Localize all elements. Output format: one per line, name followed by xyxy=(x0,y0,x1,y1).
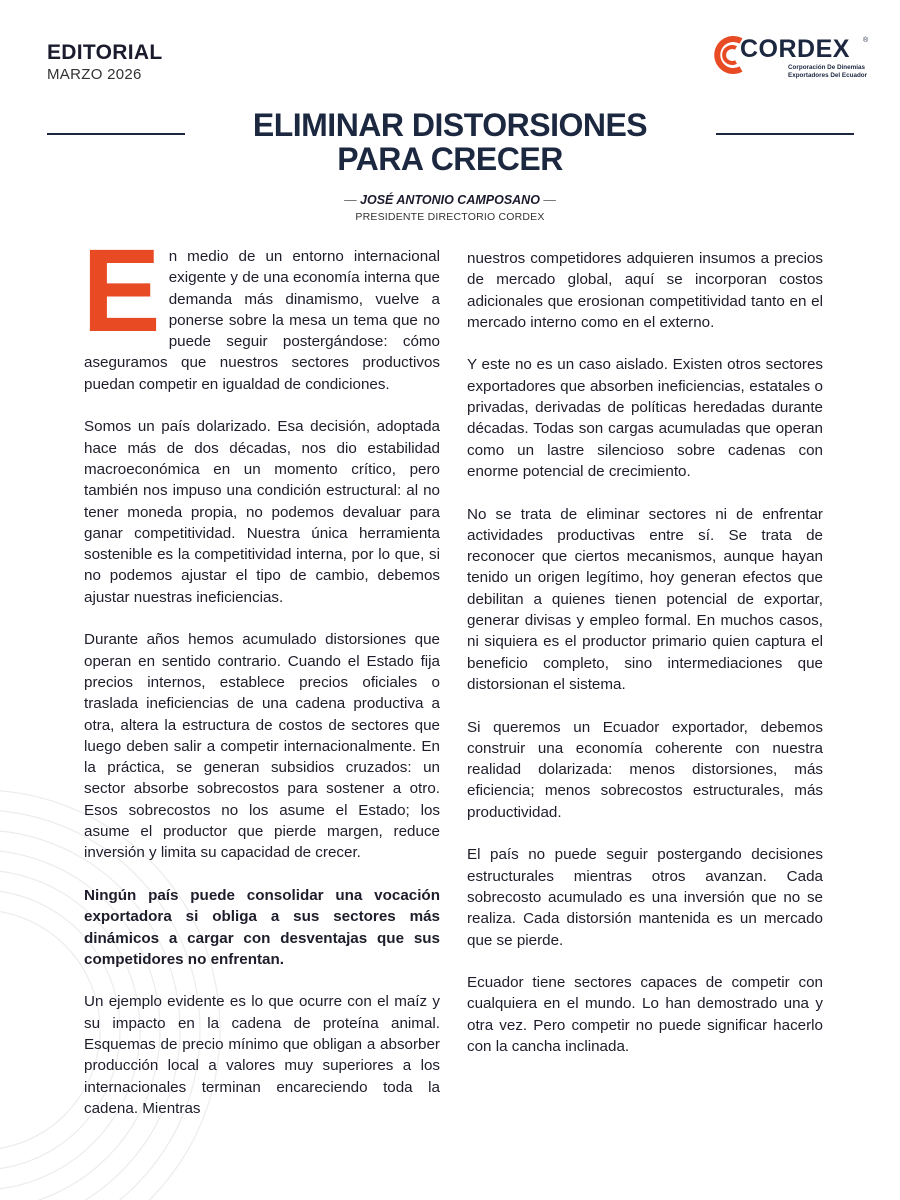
paragraph-1-text: n medio de un entorno internacional exigente y de una economía interna que demanda más dinamismo, vuelve a ponerse sobre la mesa un tema que no puede seguir postergándose: cómo aseguramos que nuestros sectores productivos puedan competir en igualdad de condiciones. xyxy=(84,248,440,393)
author-role: PRESIDENTE DIRECTORIO CORDEX xyxy=(355,211,545,223)
byline-dash-left: — xyxy=(344,193,357,207)
article-paragraph: El país no puede seguir postergando decisiones estructurales mientras otros avanzan. Cada sobrecosto acumulado es una inversión que no se realiza. Cada distorsión mantenida es un mercado que se pierde. xyxy=(467,846,823,949)
article-paragraph: Somos un país dolarizado. Esa decisión, adoptada hace más de dos décadas, nos dio estabilidad macroeconómica en un momento crítico, pero también nos impuso una condición estructural: al no tener moneda propia, no podemos devaluar para ganar competitividad. Nuestra única herramienta sostenible es la competitividad interna, por lo que, si no podemos ajustar el tipo de cambio, debemos ajustar nuestras ineficiencias. xyxy=(84,418,440,606)
title-rule-left xyxy=(47,133,185,135)
article-paragraph: nuestros competidores adquieren insumos a precios de mercado global, aquí se incorporan costos adicionales que erosionan competitividad tanto en el mercado interno como en el externo. xyxy=(467,250,823,331)
logo-name: CORDEX xyxy=(740,35,850,63)
article-paragraph: Durante años hemos acumulado distorsiones que operan en sentido contrario. Cuando el Estado fija precios internos, establece precios oficiales o traslada ineficiencias de una cadena productiva a otra, altera la estructura de costos de sectores que luego deben salir a competir internacionalmente. En la práctica, se generan subsidios cruzados: un sector absorbe sobrecostos para sostener a otro. Esos sobrecostos no los asume el Estado; los asume el productor que pierde margen, reduce inversión y limita su capacidad de crecer. xyxy=(84,631,440,862)
byline-dash-right: — xyxy=(543,193,556,207)
logo-subtitle xyxy=(788,64,878,79)
article-paragraph xyxy=(82,225,440,395)
byline xyxy=(0,193,900,223)
logo-registered-mark: ® xyxy=(863,37,869,44)
logo-subtitle-line1: Corporación De Dinemias xyxy=(788,64,865,71)
logo-subtitle-line2: Exportadores Del Ecuador xyxy=(788,71,868,79)
article-column-left xyxy=(82,225,440,1140)
highlighted-paragraph: Ningún país puede consolidar una vocación exportadora si obliga a sus sectores más dinámicos a cargar con desventajas que sus competidores no enfrentan. xyxy=(84,886,440,968)
title-line2: PARA CRECER xyxy=(337,141,563,177)
editorial-header xyxy=(47,42,162,82)
article-paragraph: Un ejemplo evidente es lo que ocurre con el maíz y su impacto en la cadena de proteína animal. Esquemas de precio mínimo que obligan a absorber producción local a valores muy superiores a los internacionales terminan encareciendo toda la cadena. Mientras xyxy=(84,993,440,1117)
article-paragraph: No se trata de eliminar sectores ni de enfrentar actividades productivas entre sí. Se trata de reconocer que ciertos mecanismos, aunque hayan tenido un origen legítimo, hoy generan efectos que debilitan a quienes tienen potencial de exportar, generar divisas y empleo formal. En muchos casos, ni siquiera es el productor primario quien captura el beneficio completo, sino intermediaciones que distorsionan el sistema. xyxy=(467,505,823,693)
article-column-right xyxy=(467,248,823,1079)
issue-date: MARZO 2026 xyxy=(47,66,142,83)
title-rule-right xyxy=(716,133,854,135)
author-name: JOSÉ ANTONIO CAMPOSANO xyxy=(360,193,540,207)
author-name-line xyxy=(0,193,900,207)
article-title xyxy=(200,108,700,176)
article-paragraph: Si queremos un Ecuador exportador, debemos construir una economía coherente con nuestra realidad dolarizada: menos distorsiones, más eficiencia; menos sobrecostos estructurales, más productividad. xyxy=(467,718,823,821)
cordex-logo xyxy=(710,34,870,84)
article-paragraph: Y este no es un caso aislado. Existen otros sectores exportadores que absorben ineficiencias, estatales o privadas, derivadas de políticas heredadas durante décadas. Todas son cargas acumuladas que operan como un lastre silencioso sobre cadenas con enorme potencial de crecimiento. xyxy=(467,356,823,480)
section-label: EDITORIAL xyxy=(47,41,163,64)
title-line1: ELIMINAR DISTORSIONES xyxy=(252,107,648,143)
article-paragraph: Ecuador tiene sectores capaces de competir con cualquiera en el mundo. Lo han demostrado una y otra vez. Pero competir no puede significar hacerlo con la cancha inclinada. xyxy=(467,974,823,1055)
drop-cap: E xyxy=(82,225,161,357)
